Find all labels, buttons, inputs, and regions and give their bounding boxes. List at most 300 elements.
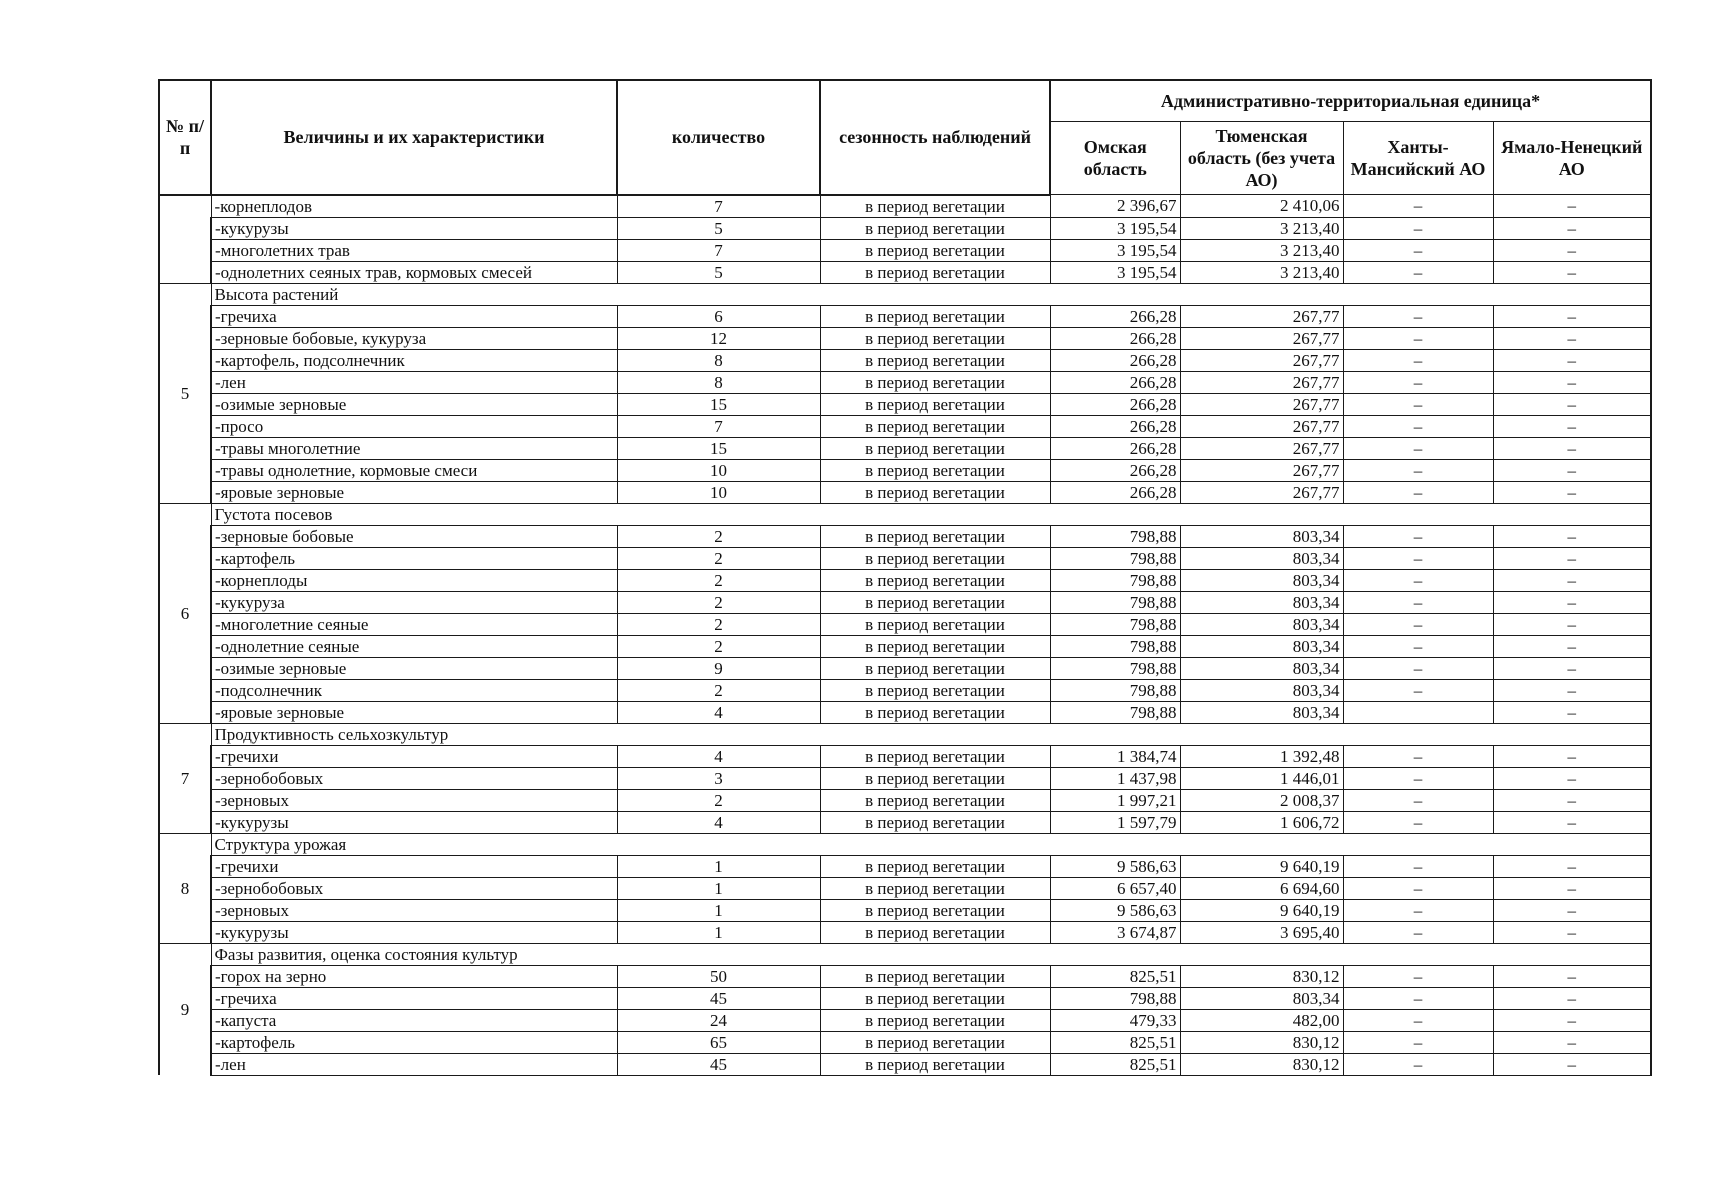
cell-season: в период вегетации [820,217,1050,239]
cell-season: в период вегетации [820,569,1050,591]
cell-khmao: – [1343,415,1493,437]
table-row [159,657,1651,679]
cell-ynao: – [1493,349,1651,371]
cell-tyumen: 482,00 [1180,1009,1343,1031]
table-row [159,679,1651,701]
cell-season: в период вегетации [820,415,1050,437]
cell-khmao: – [1343,965,1493,987]
cell-season: в период вегетации [820,305,1050,327]
cell-omsk: 798,88 [1050,987,1180,1009]
cell-ynao: – [1493,701,1651,723]
cell-omsk: 798,88 [1050,657,1180,679]
cell-omsk: 3 195,54 [1050,217,1180,239]
cell-omsk: 3 195,54 [1050,239,1180,261]
cell-season: в период вегетации [820,855,1050,877]
cell-characteristic: -капуста [211,1009,617,1031]
cell-season: в период вегетации [820,525,1050,547]
header-region-khmao: Ханты-Мансийский АО [1343,122,1493,195]
cell-quantity: 8 [617,349,820,371]
cell-tyumen: 6 694,60 [1180,877,1343,899]
table-row [159,305,1651,327]
cell-characteristic: -кукурузы [211,217,617,239]
cell-omsk: 266,28 [1050,415,1180,437]
table-row [159,921,1651,943]
header-num: № п/п [159,80,211,195]
cell-omsk: 266,28 [1050,459,1180,481]
table-row [159,767,1651,789]
cell-omsk: 9 586,63 [1050,855,1180,877]
cell-ynao: – [1493,987,1651,1009]
table-row [159,525,1651,547]
cell-tyumen: 267,77 [1180,349,1343,371]
header-region-tyumen: Тюменская область (без учета АО) [1180,122,1343,195]
table-row [159,327,1651,349]
cell-quantity: 45 [617,1053,820,1075]
cell-quantity: 6 [617,305,820,327]
cell-quantity: 2 [617,525,820,547]
cell-quantity: 50 [617,965,820,987]
table-row [159,569,1651,591]
cell-tyumen: 803,34 [1180,679,1343,701]
cell-season: в период вегетации [820,767,1050,789]
cell-omsk: 266,28 [1050,437,1180,459]
cell-tyumen: 1 606,72 [1180,811,1343,833]
cell-khmao: – [1343,921,1493,943]
cell-quantity: 2 [617,613,820,635]
cell-ynao: – [1493,415,1651,437]
cell-characteristic: -кукурузы [211,811,617,833]
table-row [159,415,1651,437]
cell-quantity: 5 [617,217,820,239]
cell-ynao: – [1493,789,1651,811]
cell-omsk: 825,51 [1050,1053,1180,1075]
cell-characteristic: -горох на зерно [211,965,617,987]
cell-khmao: – [1343,679,1493,701]
cell-omsk: 798,88 [1050,569,1180,591]
cell-khmao: – [1343,459,1493,481]
cell-ynao: – [1493,921,1651,943]
cell-characteristic: -подсолнечник [211,679,617,701]
data-table [158,79,1652,1076]
cell-tyumen: 9 640,19 [1180,855,1343,877]
cell-quantity: 2 [617,679,820,701]
table-row [159,217,1651,239]
cell-tyumen: 803,34 [1180,547,1343,569]
cell-characteristic: -зернобобовых [211,767,617,789]
cell-ynao: – [1493,239,1651,261]
cell-khmao: – [1343,899,1493,921]
header-region-ynao: Ямало-Ненецкий АО [1493,122,1651,195]
table-row [159,745,1651,767]
cell-tyumen: 267,77 [1180,371,1343,393]
header-admin-unit: Административно-территориальная единица* [1050,80,1651,122]
cell-ynao: – [1493,613,1651,635]
cell-ynao: – [1493,811,1651,833]
cell-quantity: 15 [617,393,820,415]
cell-tyumen: 1 392,48 [1180,745,1343,767]
cell-omsk: 3 674,87 [1050,921,1180,943]
cell-khmao: – [1343,987,1493,1009]
cell-khmao: – [1343,305,1493,327]
table-row [159,1031,1651,1053]
cell-characteristic: -яровые зерновые [211,481,617,503]
cell-ynao: – [1493,635,1651,657]
cell-season: в период вегетации [820,679,1050,701]
cell-ynao: – [1493,261,1651,283]
cell-omsk: 266,28 [1050,305,1180,327]
cell-season: в период вегетации [820,1009,1050,1031]
row-number: 5 [159,283,211,503]
cell-omsk: 266,28 [1050,393,1180,415]
cell-tyumen: 267,77 [1180,305,1343,327]
cell-khmao: – [1343,591,1493,613]
cell-season: в период вегетации [820,393,1050,415]
cell-omsk: 798,88 [1050,635,1180,657]
table-row [159,349,1651,371]
cell-tyumen: 803,34 [1180,591,1343,613]
group-title: Продуктивность сельхозкультур [211,723,1651,745]
cell-characteristic: -яровые зерновые [211,701,617,723]
cell-characteristic: -гречиха [211,305,617,327]
cell-season: в период вегетации [820,745,1050,767]
cell-khmao: – [1343,437,1493,459]
group-title: Структура урожая [211,833,1651,855]
cell-khmao: – [1343,657,1493,679]
cell-characteristic: -травы однолетние, кормовые смеси [211,459,617,481]
cell-tyumen: 830,12 [1180,1031,1343,1053]
cell-quantity: 15 [617,437,820,459]
cell-characteristic: -зерновых [211,899,617,921]
cell-omsk: 266,28 [1050,371,1180,393]
cell-tyumen: 3 695,40 [1180,921,1343,943]
group-header-row [159,283,1651,305]
cell-season: в период вегетации [820,789,1050,811]
cell-khmao: – [1343,789,1493,811]
cell-omsk: 825,51 [1050,965,1180,987]
cell-ynao: – [1493,547,1651,569]
cell-ynao: – [1493,459,1651,481]
cell-quantity: 2 [617,635,820,657]
group-header-row [159,833,1651,855]
cell-characteristic: -зерновые бобовые [211,525,617,547]
table-row [159,701,1651,723]
cell-tyumen: 803,34 [1180,525,1343,547]
cell-season: в период вегетации [820,195,1050,218]
cell-quantity: 12 [617,327,820,349]
cell-characteristic: -озимые зерновые [211,393,617,415]
cell-omsk: 825,51 [1050,1031,1180,1053]
cell-tyumen: 803,34 [1180,701,1343,723]
cell-characteristic: -корнеплоды [211,569,617,591]
cell-omsk: 479,33 [1050,1009,1180,1031]
cell-season: в период вегетации [820,811,1050,833]
cell-ynao: – [1493,569,1651,591]
cell-ynao: – [1493,393,1651,415]
cell-ynao: – [1493,217,1651,239]
cell-omsk: 9 586,63 [1050,899,1180,921]
table-row [159,239,1651,261]
cell-season: в период вегетации [820,1053,1050,1075]
cell-omsk: 1 997,21 [1050,789,1180,811]
cell-characteristic: -гречиха [211,987,617,1009]
cell-quantity: 2 [617,591,820,613]
cell-tyumen: 267,77 [1180,415,1343,437]
cell-khmao: – [1343,1053,1493,1075]
cell-omsk: 798,88 [1050,701,1180,723]
cell-tyumen: 803,34 [1180,613,1343,635]
cell-omsk: 1 597,79 [1050,811,1180,833]
cell-ynao: – [1493,525,1651,547]
cell-season: в период вегетации [820,987,1050,1009]
cell-ynao: – [1493,1031,1651,1053]
cell-ynao: – [1493,767,1651,789]
table-row [159,437,1651,459]
cell-season: в период вегетации [820,327,1050,349]
cell-characteristic: -однолетних сеяных трав, кормовых смесей [211,261,617,283]
cell-khmao: – [1343,745,1493,767]
cell-season: в период вегетации [820,437,1050,459]
cell-quantity: 2 [617,547,820,569]
table-row [159,965,1651,987]
cell-quantity: 3 [617,767,820,789]
cell-tyumen: 2 008,37 [1180,789,1343,811]
row-number: 6 [159,503,211,723]
cell-quantity: 8 [617,371,820,393]
cell-ynao: – [1493,855,1651,877]
cell-ynao: – [1493,327,1651,349]
cell-omsk: 798,88 [1050,613,1180,635]
cell-omsk: 2 396,67 [1050,195,1180,218]
cell-characteristic: -кукурузы [211,921,617,943]
cell-characteristic: -корнеплодов [211,195,617,218]
cell-quantity: 1 [617,921,820,943]
cell-tyumen: 830,12 [1180,965,1343,987]
cell-ynao: – [1493,591,1651,613]
cell-characteristic: -озимые зерновые [211,657,617,679]
cell-tyumen: 267,77 [1180,459,1343,481]
cell-khmao: – [1343,1031,1493,1053]
cell-season: в период вегетации [820,371,1050,393]
cell-characteristic: -просо [211,415,617,437]
table-header [159,80,1651,195]
cell-ynao: – [1493,679,1651,701]
cell-khmao: – [1343,481,1493,503]
cell-season: в период вегетации [820,547,1050,569]
cell-quantity: 7 [617,239,820,261]
header-season: сезонность наблюдений [820,80,1050,195]
cell-ynao: – [1493,1009,1651,1031]
cell-season: в период вегетации [820,965,1050,987]
table-row [159,855,1651,877]
table-body [159,195,1651,1076]
cell-ynao: – [1493,899,1651,921]
cell-characteristic: -многолетние сеяные [211,613,617,635]
cell-season: в период вегетации [820,1031,1050,1053]
cell-quantity: 1 [617,877,820,899]
cell-characteristic: -лен [211,1053,617,1075]
cell-characteristic: -картофель [211,547,617,569]
cell-characteristic: -травы многолетние [211,437,617,459]
cell-khmao: – [1343,811,1493,833]
cell-characteristic: -картофель, подсолнечник [211,349,617,371]
cell-khmao: – [1343,393,1493,415]
cell-omsk: 798,88 [1050,591,1180,613]
table-row [159,459,1651,481]
cell-season: в период вегетации [820,349,1050,371]
cell-characteristic: -зернобобовых [211,877,617,899]
table-row [159,1009,1651,1031]
cell-khmao: – [1343,547,1493,569]
cell-khmao: – [1343,1009,1493,1031]
cell-ynao: – [1493,1053,1651,1075]
cell-omsk: 798,88 [1050,679,1180,701]
cell-season: в период вегетации [820,899,1050,921]
table-row [159,987,1651,1009]
cell-ynao: – [1493,745,1651,767]
group-header-row [159,723,1651,745]
cell-ynao: – [1493,437,1651,459]
cell-khmao: – [1343,195,1493,218]
cell-tyumen: 830,12 [1180,1053,1343,1075]
cell-season: в период вегетации [820,613,1050,635]
group-header-row [159,943,1651,965]
cell-omsk: 3 195,54 [1050,261,1180,283]
table-row [159,877,1651,899]
cell-season: в период вегетации [820,261,1050,283]
cell-omsk: 1 384,74 [1050,745,1180,767]
cell-season: в период вегетации [820,239,1050,261]
cell-khmao: – [1343,349,1493,371]
header-quantity: количество [617,80,820,195]
cell-quantity: 9 [617,657,820,679]
cell-ynao: – [1493,657,1651,679]
cell-khmao: – [1343,327,1493,349]
cell-khmao: – [1343,569,1493,591]
table-row [159,613,1651,635]
cell-khmao: – [1343,525,1493,547]
cell-tyumen: 803,34 [1180,657,1343,679]
header-characteristics: Величины и их характеристики [211,80,617,195]
cell-season: в период вегетации [820,481,1050,503]
row-number [159,195,211,284]
cell-characteristic: -зерновых [211,789,617,811]
cell-khmao: – [1343,371,1493,393]
table-row [159,811,1651,833]
cell-khmao: – [1343,239,1493,261]
cell-tyumen: 1 446,01 [1180,767,1343,789]
cell-omsk: 266,28 [1050,349,1180,371]
cell-season: в период вегетации [820,459,1050,481]
cell-omsk: 798,88 [1050,525,1180,547]
table-row [159,1053,1651,1075]
group-header-row [159,503,1651,525]
table-row [159,899,1651,921]
cell-tyumen: 803,34 [1180,635,1343,657]
cell-quantity: 10 [617,459,820,481]
cell-khmao: – [1343,261,1493,283]
header-region-omsk: Омская область [1050,122,1180,195]
cell-characteristic: -многолетних трав [211,239,617,261]
cell-characteristic: -однолетние сеяные [211,635,617,657]
cell-omsk: 266,28 [1050,327,1180,349]
cell-khmao [1343,701,1493,723]
cell-ynao: – [1493,877,1651,899]
cell-tyumen: 9 640,19 [1180,899,1343,921]
cell-ynao: – [1493,371,1651,393]
cell-ynao: – [1493,195,1651,218]
cell-khmao: – [1343,613,1493,635]
cell-quantity: 7 [617,195,820,218]
cell-tyumen: 803,34 [1180,987,1343,1009]
cell-quantity: 45 [617,987,820,1009]
table-row [159,481,1651,503]
cell-omsk: 6 657,40 [1050,877,1180,899]
row-number: 8 [159,833,211,943]
cell-tyumen: 267,77 [1180,327,1343,349]
table-row [159,371,1651,393]
cell-quantity: 65 [617,1031,820,1053]
cell-season: в период вегетации [820,657,1050,679]
cell-omsk: 266,28 [1050,481,1180,503]
cell-characteristic: -кукуруза [211,591,617,613]
cell-tyumen: 2 410,06 [1180,195,1343,218]
row-number: 9 [159,943,211,1075]
cell-tyumen: 267,77 [1180,437,1343,459]
table-row [159,393,1651,415]
cell-season: в период вегетации [820,877,1050,899]
cell-quantity: 4 [617,701,820,723]
cell-tyumen: 267,77 [1180,393,1343,415]
cell-tyumen: 3 213,40 [1180,239,1343,261]
cell-omsk: 1 437,98 [1050,767,1180,789]
cell-tyumen: 803,34 [1180,569,1343,591]
cell-quantity: 4 [617,811,820,833]
cell-tyumen: 267,77 [1180,481,1343,503]
cell-quantity: 4 [617,745,820,767]
cell-tyumen: 3 213,40 [1180,217,1343,239]
group-title: Фазы развития, оценка состояния культур [211,943,1651,965]
cell-quantity: 2 [617,789,820,811]
cell-ynao: – [1493,305,1651,327]
cell-ynao: – [1493,481,1651,503]
cell-omsk: 798,88 [1050,547,1180,569]
cell-season: в период вегетации [820,921,1050,943]
cell-characteristic: -гречихи [211,745,617,767]
cell-quantity: 7 [617,415,820,437]
cell-quantity: 5 [617,261,820,283]
table-row [159,547,1651,569]
cell-characteristic: -лен [211,371,617,393]
group-title: Высота растений [211,283,1651,305]
cell-season: в период вегетации [820,591,1050,613]
cell-season: в период вегетации [820,635,1050,657]
table-row [159,261,1651,283]
table-row [159,195,1651,218]
cell-characteristic: -зерновые бобовые, кукуруза [211,327,617,349]
cell-khmao: – [1343,635,1493,657]
cell-tyumen: 3 213,40 [1180,261,1343,283]
cell-khmao: – [1343,877,1493,899]
row-number: 7 [159,723,211,833]
cell-quantity: 2 [617,569,820,591]
table-row [159,591,1651,613]
table-row [159,635,1651,657]
cell-quantity: 1 [617,855,820,877]
cell-ynao: – [1493,965,1651,987]
cell-khmao: – [1343,217,1493,239]
cell-season: в период вегетации [820,701,1050,723]
cell-characteristic: -гречихи [211,855,617,877]
